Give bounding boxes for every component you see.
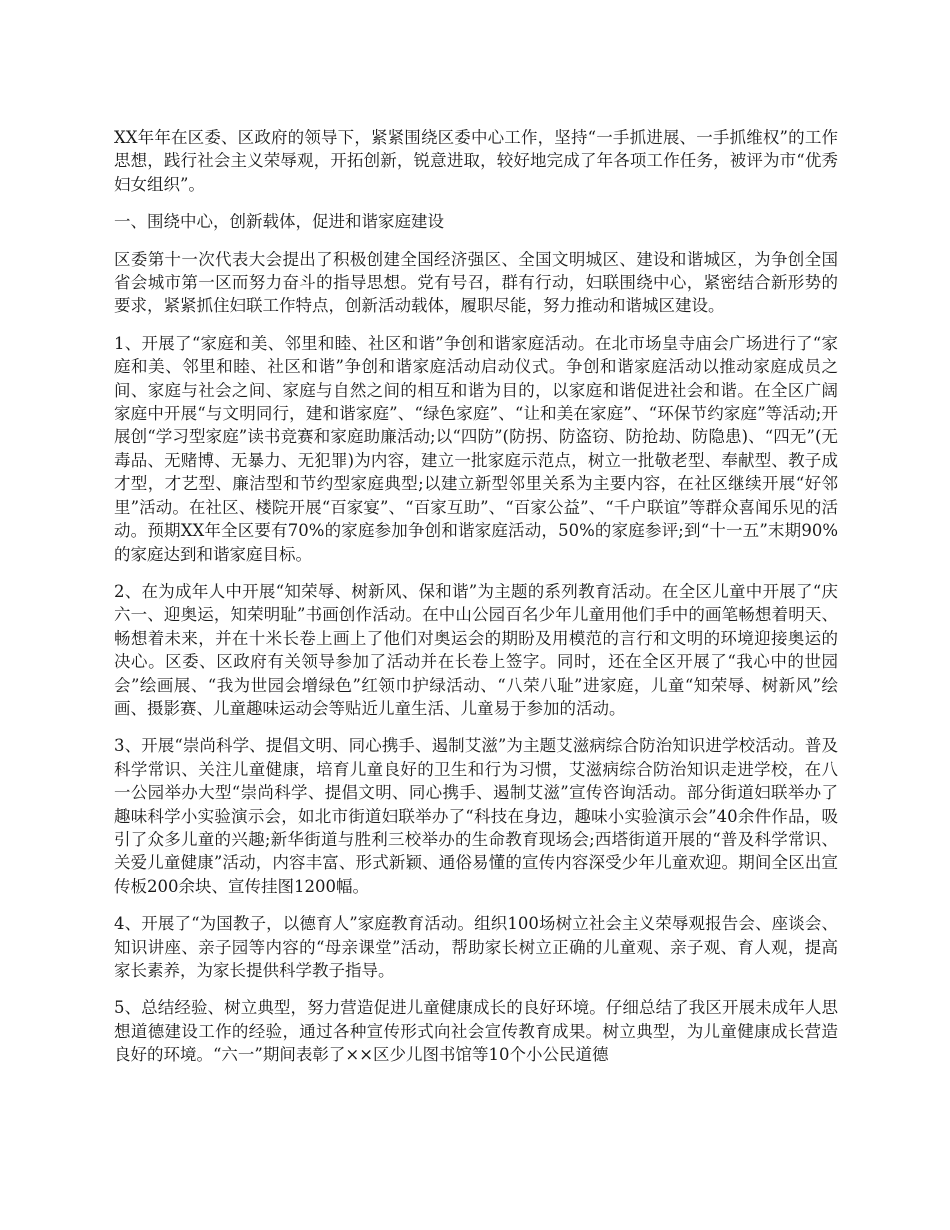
document-body (114, 126, 838, 1081)
item-2-paragraph: 2、在为成年人中开展“知荣辱、树新风、保和谐”为主题的系列教育活动。在全区儿童中开展了“庆六一、迎奥运，知荣明耻”书画创作活动。在中山公园百名少年儿童用他们手中的画笔畅想着明天、畅想着未来，并在十米长卷上画上了他们对奥运会的期盼及用模范的言行和文明的环境迎接奥运的决心。区委、区政府有关领导参加了活动并在长卷上签字。同时，还在全区开展了“我心中的世园会”绘画展、“我为世园会增绿色”红领巾护绿活动、“八荣八耻”进家庭，儿童“知荣辱、树新风”绘画、摄影赛、儿童趣味运动会等贴近儿童生活、儿童易于参加的活动。 (114, 581, 838, 718)
item-1-paragraph: 1、开展了“家庭和美、邻里和睦、社区和谐”争创和谐家庭活动。在北市场皇寺庙会广场进行了“家庭和美、邻里和睦、社区和谐”争创和谐家庭活动启动仪式。争创和谐家庭活动以推动家庭成员之间、家庭与社会之间、家庭与自然之间的相互和谐为目的，以家庭和谐促进社会和谐。在全区广阔家庭中开展“与文明同行，建和谐家庭”、“绿色家庭”、“让和美在家庭”、“环保节约家庭”等活动;开展创“学习型家庭”读书竞赛和家庭助廉活动;以“四防”(防拐、防盗窃、防抢劫、防隐患)、“四无”(无毒品、无赌博、无暴力、无犯罪)为内容，建立一批家庭示范点，树立一批敬老型、奉献型、教子成才型，才艺型、廉洁型和节约型家庭典型;以建立新型邻里关系为主要内容，在社区继续开展“好邻里”活动。在社区、楼院开展“百家宴”、“百家互助”、“百家公益”、“千户联谊”等群众喜闻乐见的活动。预期XX年全区要有70%的家庭参加争创和谐家庭活动，50%的家庭参评;到“十一五”末期90%的家庭达到和谐家庭目标。 (114, 333, 838, 564)
item-4-paragraph: 4、开展了“为国教子，以德育人”家庭教育活动。组织100场树立社会主义荣辱观报告会、座谈会、知识讲座、亲子园等内容的“母亲课堂”活动，帮助家长树立正确的儿童观、亲子观、育人观，提高家长素养，为家长提供科学教子指导。 (114, 914, 838, 980)
section-intro-paragraph: 区委第十一次代表大会提出了积极创建全国经济强区、全国文明城区、建设和谐城区，为争创全国省会城市第一区而努力奋斗的指导思想。党有号召，群有行动，妇联围绕中心，紧密结合新形势的要求，紧紧抓住妇联工作特点，创新活动载体，履职尽能，努力推动和谐城区建设。 (114, 249, 838, 316)
section-heading: 一、围绕中心，创新载体，促进和谐家庭建设 (114, 212, 444, 232)
item-5-paragraph: 5、总结经验、树立典型，努力营造促进儿童健康成长的良好环境。仔细总结了我区开展未成年人思想道德建设工作的经验，通过各种宣传形式向社会宣传教育成果。树立典型，为儿童健康成长营造良好的环境。“六一”期间表彰了××区少儿图书馆等10个小公民道德 (114, 998, 838, 1065)
intro-paragraph: XX年年在区委、区政府的领导下，紧紧围绕区委中心工作，坚持“一手抓进展、一手抓维权”的工作思想，践行社会主义荣辱观，开拓创新，锐意进取，较好地完成了年各项工作任务，被评为市“优秀妇女组织”。 (114, 128, 838, 194)
item-3-paragraph: 3、开展“崇尚科学、提倡文明、同心携手、遏制艾滋”为主题艾滋病综合防治知识进学校活动。普及科学常识、关注儿童健康，培育儿童良好的卫生和行为习惯，艾滋病综合防治知识走进学校，在八一公园举办大型“崇尚科学、提倡文明、同心携手、遏制艾滋”宣传咨询活动。部分街道妇联举办了趣味科学小实验演示会，如北市街道妇联举办了“科技在身边，趣味小实验演示会”40余件作品，吸引了众多儿童的兴趣;新华街道与胜利三校举办的生命教育现场会;西塔街道开展的“普及科学常识、关爱儿童健康”活动，内容丰富、形式新颖、通俗易懂的宣传内容深受少年儿童欢迎。期间全区出宣传板200余块、宣传挂图1200幅。 (114, 736, 838, 896)
